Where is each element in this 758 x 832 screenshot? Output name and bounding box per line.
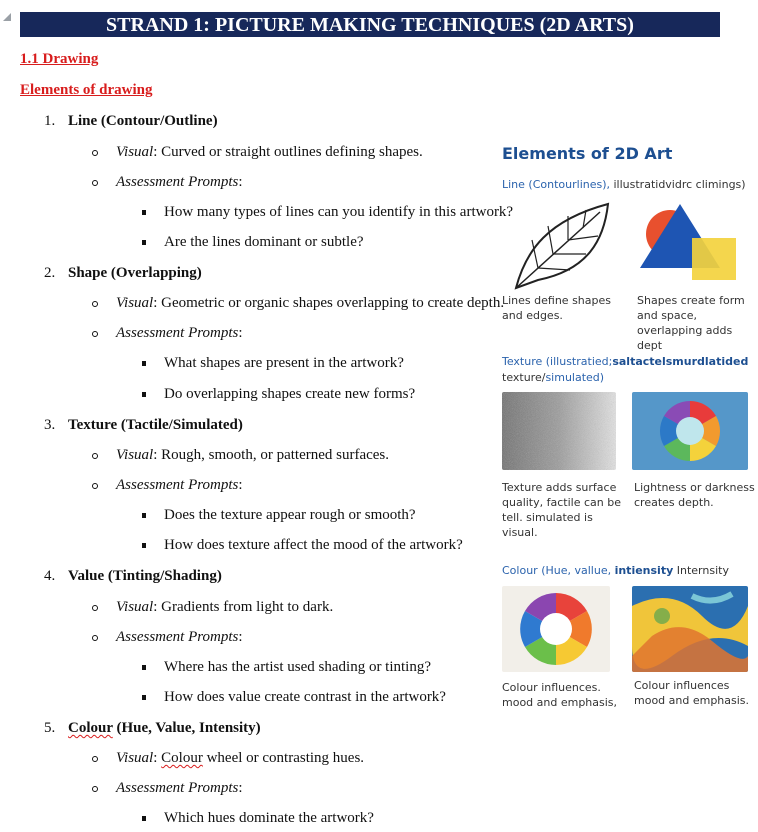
colour-section-header: Colour (Hue, vallue, intiensity Internsity (502, 564, 729, 577)
visual-line: Visual: Geometric or organic shapes overlapping to create depth. (116, 295, 505, 311)
circle-bullet-icon (92, 786, 98, 792)
prompt-text: Do overlapping shapes create new forms? (164, 386, 416, 402)
item-number: 5. (44, 720, 56, 736)
square-bullet-icon (142, 361, 146, 366)
circle-bullet-icon (92, 756, 98, 762)
item-title: Line (Contour/Outline) (68, 113, 218, 129)
section-heading: 1.1 Drawing (20, 51, 99, 67)
square-bullet-icon (142, 816, 146, 821)
square-bullet-icon (142, 210, 146, 215)
colour-wheel-image (502, 586, 610, 672)
assessment-label: Assessment Prompts: (116, 780, 243, 796)
circle-bullet-icon (92, 483, 98, 489)
assessment-label: Assessment Prompts: (116, 325, 243, 341)
circle-bullet-icon (92, 150, 98, 156)
circle-bullet-icon (92, 180, 98, 186)
strand-banner: STRAND 1: PICTURE MAKING TECHNIQUES (2D ARTS) (20, 12, 720, 37)
item-title: Colour (Hue, Value, Intensity) (68, 720, 261, 736)
visual-line: Visual: Rough, smooth, or patterned surfaces. (116, 447, 390, 463)
prompt-text: How does value create contrast in the artwork? (164, 689, 446, 705)
assessment-label: Assessment Prompts: (116, 174, 243, 190)
line-section-header: Line (Contourlines), illustratidvidrc climings) (502, 178, 746, 191)
line-caption: Lines define shapes and edges. (502, 294, 611, 322)
texture-section-header-line2: texture/simulated) (502, 371, 605, 384)
prompt-text: Which hues dominate the artwork? (164, 810, 374, 826)
colour-caption-left: Colour influences. mood and emphasis, (502, 681, 618, 709)
shape-caption: Shapes create form and space, overlapping adds dept (637, 294, 745, 352)
square-bullet-icon (142, 513, 146, 518)
collapse-triangle-icon[interactable] (3, 13, 11, 21)
square-bullet-icon (142, 665, 146, 670)
item-title: Shape (Overlapping) (68, 265, 202, 281)
visual-line: Visual: Colour wheel or contrasting hues. (116, 750, 365, 766)
assessment-label: Assessment Prompts: (116, 477, 243, 493)
texture-section-header: Texture (illustratied;saltactelsmurdlatided (502, 355, 749, 368)
circle-bullet-icon (92, 331, 98, 337)
texture-caption: Texture adds surface quality, factile can be tell. simulated is visual. (502, 481, 621, 539)
item-number: 3. (44, 417, 56, 433)
square-bullet-icon (142, 392, 146, 397)
infographic-title: Elements of 2D Art (502, 144, 673, 163)
square-bullet-icon (142, 240, 146, 245)
square-bullet-icon (142, 695, 146, 700)
assessment-label: Assessment Prompts: (116, 629, 243, 645)
visual-line: Visual: Curved or straight outlines defining shapes. (116, 144, 423, 160)
prompt-text: Where has the artist used shading or tinting? (164, 659, 432, 675)
overlapping-shapes-image (640, 204, 744, 284)
prompt-text: How does texture affect the mood of the artwork? (164, 537, 463, 553)
leaf-line-drawing (508, 200, 616, 292)
visual-line: Visual: Gradients from light to dark. (116, 599, 334, 615)
square-bullet-icon (142, 543, 146, 548)
circle-bullet-icon (92, 635, 98, 641)
section-subheading: Elements of drawing (20, 82, 153, 98)
colour-caption-right: Colour influences mood and emphasis. (634, 679, 750, 707)
circle-bullet-icon (92, 605, 98, 611)
value-caption: Lightness or darkness creates depth. (634, 481, 755, 509)
circle-bullet-icon (92, 301, 98, 307)
item-title: Value (Tinting/Shading) (68, 568, 222, 584)
texture-sample-image (502, 392, 616, 470)
item-number: 4. (44, 568, 56, 584)
item-number: 1. (44, 113, 56, 129)
colour-painting-image (632, 586, 748, 672)
item-number: 2. (44, 265, 56, 281)
circle-bullet-icon (92, 453, 98, 459)
value-wheel-image (632, 392, 748, 470)
prompt-text: How many types of lines can you identify in this artwork? (164, 204, 514, 220)
item-title: Texture (Tactile/Simulated) (68, 417, 243, 433)
prompt-text: Does the texture appear rough or smooth? (164, 507, 416, 523)
prompt-text: Are the lines dominant or subtle? (164, 234, 364, 250)
prompt-text: What shapes are present in the artwork? (164, 355, 404, 371)
